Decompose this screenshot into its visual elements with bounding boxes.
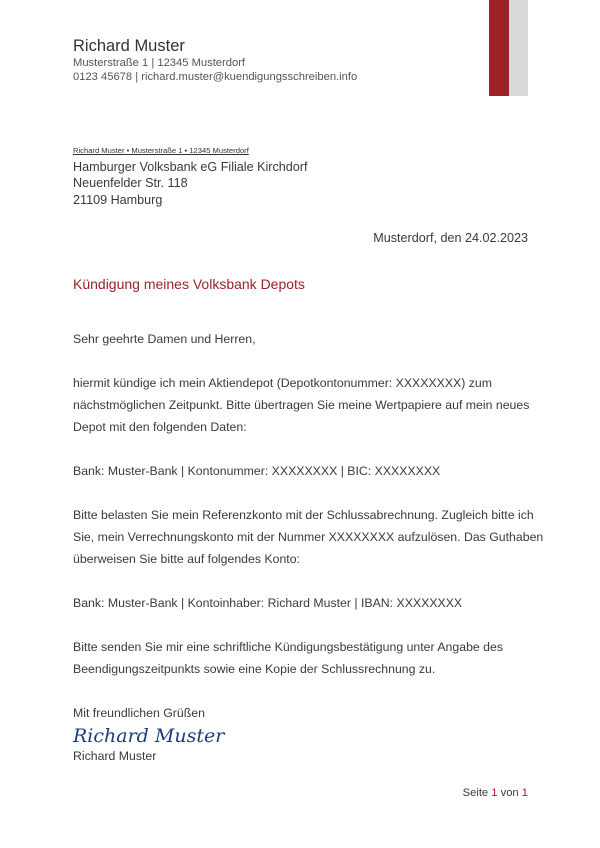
page-total: 1 xyxy=(521,787,528,799)
sender-name: Richard Muster xyxy=(73,37,185,55)
recipient-line: Hamburger Volksbank eG Filiale Kirchdorf xyxy=(73,160,308,174)
sender-contact: 0123 45678 | richard.muster@kuendigungsschreiben.info xyxy=(73,71,358,83)
paragraph-line: Bitte belasten Sie mein Referenzkonto mit der Schlussabrechnung. Zugleich bitte ich xyxy=(73,508,534,522)
letter-date: Musterdorf, den 24.02.2023 xyxy=(373,231,528,245)
header-accent-bar-red xyxy=(489,0,509,96)
return-address: Richard Muster • Musterstraße 1 • 12345 Musterdorf xyxy=(73,146,249,155)
page-current: 1 xyxy=(491,787,498,799)
paragraph-line: überweisen Sie bitte auf folgendes Konto: xyxy=(73,552,300,566)
paragraph-line: Beendigungszeitpunkts sowie eine Kopie der Schlussrechnung zu. xyxy=(73,662,436,676)
header-accent-bar-grey xyxy=(509,0,528,96)
salutation-text: Sehr geehrte Damen und Herren, xyxy=(73,332,256,346)
paragraph-payout-account xyxy=(73,592,462,614)
paragraph-line: nächstmöglichen Zeitpunkt. Bitte übertragen Sie meine Wertpapiere auf mein neues xyxy=(73,398,530,412)
recipient-line: 21109 Hamburg xyxy=(73,192,163,207)
page-prefix: Seite xyxy=(462,787,489,799)
paragraph-line: Bitte senden Sie mir eine schriftliche Kündigungsbestätigung unter Angabe des xyxy=(73,640,503,654)
page-number xyxy=(463,787,528,799)
paragraph-settlement xyxy=(73,504,543,570)
paragraph-confirmation-request xyxy=(73,636,503,680)
paragraph-line: Bank: Muster-Bank | Kontonummer: XXXXXXXX | BIC: XXXXXXXX xyxy=(73,464,441,478)
closing-text: Mit freundlichen Grüßen xyxy=(73,706,205,720)
letter-subject: Kündigung meines Volksbank Depots xyxy=(73,276,305,292)
paragraph-line: Bank: Muster-Bank | Kontoinhaber: Richard Muster | IBAN: XXXXXXXX xyxy=(73,596,463,610)
recipient-address xyxy=(73,159,308,208)
sender-address: Musterstraße 1 | 12345 Musterdorf xyxy=(73,57,246,69)
handwritten-signature: Richard Muster xyxy=(73,725,225,747)
signer-name: Richard Muster xyxy=(73,749,157,763)
closing xyxy=(73,702,205,724)
paragraph-cancellation xyxy=(73,372,529,438)
paragraph-line: Depot mit den folgenden Daten: xyxy=(73,420,247,434)
paragraph-line: hiermit kündige ich mein Aktiendepot (Depotkontonummer: XXXXXXXX) zum xyxy=(73,376,492,390)
paragraph-line: Sie, mein Verrechnungskonto mit der Nummer XXXXXXXX aufzulösen. Das Guthaben xyxy=(73,530,544,544)
page-separator: von xyxy=(500,787,519,799)
paragraph-new-depot-details xyxy=(73,460,440,482)
recipient-line: Neuenfelder Str. 118 xyxy=(73,176,188,191)
salutation xyxy=(73,328,256,350)
